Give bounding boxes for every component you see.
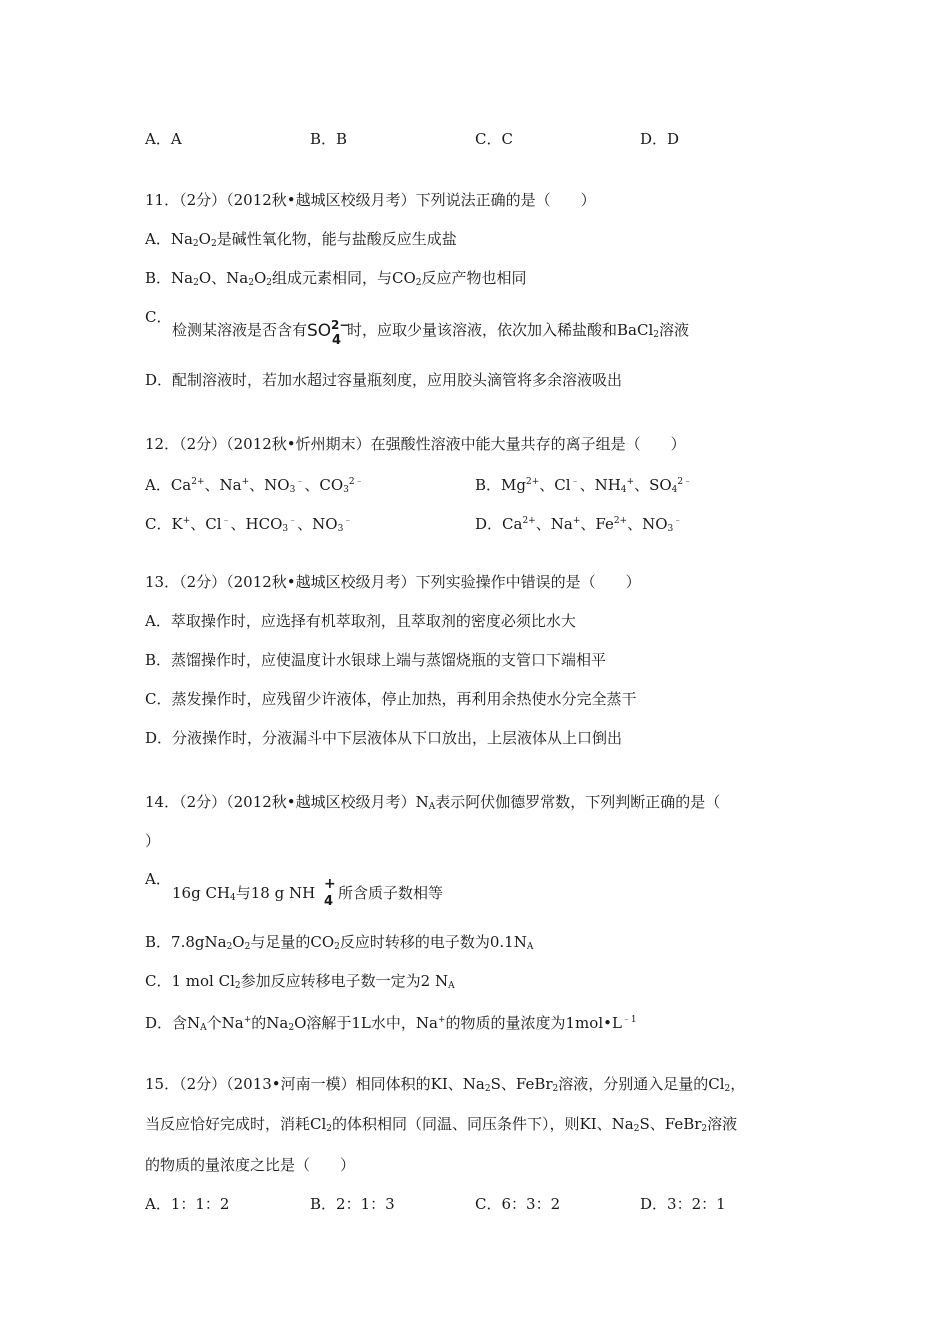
q10-option-b: B．B — [310, 130, 348, 148]
q15-stem-line2: 当反应恰好完成时，消耗$Cl_2$的体积相同（同温、同压条件下），则KI、$Na_2S$、FeBr$_2$溶液 — [145, 1115, 738, 1134]
q10-option-a: A．A — [145, 130, 182, 148]
q15-option-d: D．3：2：1 — [640, 1195, 726, 1213]
q12-option-a: A．$Ca^{2+}$、Na+、$NO_3^﹣$、$CO_3^{2﹣}$ — [145, 476, 364, 495]
q12-stem: 12．（2分）（2012秋•忻州期末）在强酸性溶液中能大量共存的离子组是（ ） — [145, 435, 686, 453]
q11-option-c-pre: 检测某溶液是否含有 — [172, 321, 308, 339]
q11-option-c: 检测某溶液是否含有 SO 2− 4 时，应取少量该溶液，依次加入稀盐酸和BaCl$_2$溶液 — [172, 318, 690, 348]
q10-option-c: C．C — [475, 130, 513, 148]
q14-option-d: D．含$N_A$个Na+的$Na_2O$溶解于1L水中，Na+的物质的量浓度为$1mol•L^{﹣1}$ — [145, 1014, 637, 1033]
q15-stem-line1: 15．（2分）（2013•河南一模）相同体积的KI、$Na_2S$、FeBr$_2$溶液，分别通入足量的$Cl_2$， — [145, 1075, 746, 1094]
q10-option-d: D．D — [640, 130, 680, 148]
sulfate-ion-formula: SO 2− 4 — [307, 318, 350, 348]
q13-option-b: B．蒸馏操作时，应使温度计水银球上端与蒸馏烧瓶的支管口下端相平 — [145, 651, 607, 669]
q14-option-b: B．$7.8gNa_2O_2$与足量的$CO_2$反应时转移的电子数为$0.1N_A$ — [145, 933, 534, 952]
q13-option-c: C．蒸发操作时，应残留少许液体，停止加热，再利用余热使水分完全蒸干 — [145, 690, 637, 708]
q14-stem: 14．（2分）（2012秋•越城区校级月考）$N_A$表示阿伏伽德罗常数，下列判断正确的是（ — [145, 793, 721, 812]
q13-stem: 13．（2分）（2012秋•越城区校级月考）下列实验操作中错误的是（ ） — [145, 573, 641, 591]
q14-stem-cont: ） — [145, 832, 161, 850]
q15-stem-line3: 的物质的量浓度之比是（ ） — [145, 1156, 356, 1174]
q14-option-a-label: A． — [145, 870, 171, 888]
q13-option-a: A．萃取操作时，应选择有机萃取剂，且萃取剂的密度必须比水大 — [145, 612, 576, 630]
q12-option-d: D．$Ca^{2+}$、Na+、$Fe^{2+}$、$NO_3^﹣$ — [475, 515, 683, 534]
q15-option-b: B．2：1：3 — [310, 1195, 395, 1213]
q11-option-a: A．$Na_2O_2$是碱性氧化物，能与盐酸反应生成盐 — [145, 230, 457, 249]
q11-option-b: B．$Na_2O$、$Na_2O_2$组成元素相同，与$CO_2$反应产物也相同 — [145, 269, 527, 288]
q11-option-c-label: C． — [145, 308, 172, 326]
q14-option-c: C．1 mol $Cl_2$参加反应转移电子数一定为2 $N_A$ — [145, 972, 455, 991]
ammonium-ion-charge: + 4 — [323, 876, 336, 909]
q11-stem: 11．（2分）（2012秋•越城区校级月考）下列说法正确的是（ ） — [145, 191, 596, 209]
q14-option-a: 16g $CH_4$与18 g NH + 4 所含质子数相等 — [172, 876, 443, 909]
q15-option-a: A．1：1：2 — [145, 1195, 230, 1213]
q13-option-d: D．分液操作时，分液漏斗中下层液体从下口放出，上层液体从上口倒出 — [145, 729, 623, 747]
q12-option-b: B．$Mg^{2+}$、Cl﹣、$NH_4^+$、$SO_4^{2﹣}$ — [475, 476, 693, 495]
q12-option-c: C．K+、Cl﹣、$HCO_3^﹣$、$NO_3^﹣$ — [145, 515, 353, 534]
q11-option-d: D．配制溶液时，若加水超过容量瓶刻度，应用胶头滴管将多余溶液吸出 — [145, 371, 623, 389]
q15-option-c: C．6：3：2 — [475, 1195, 561, 1213]
